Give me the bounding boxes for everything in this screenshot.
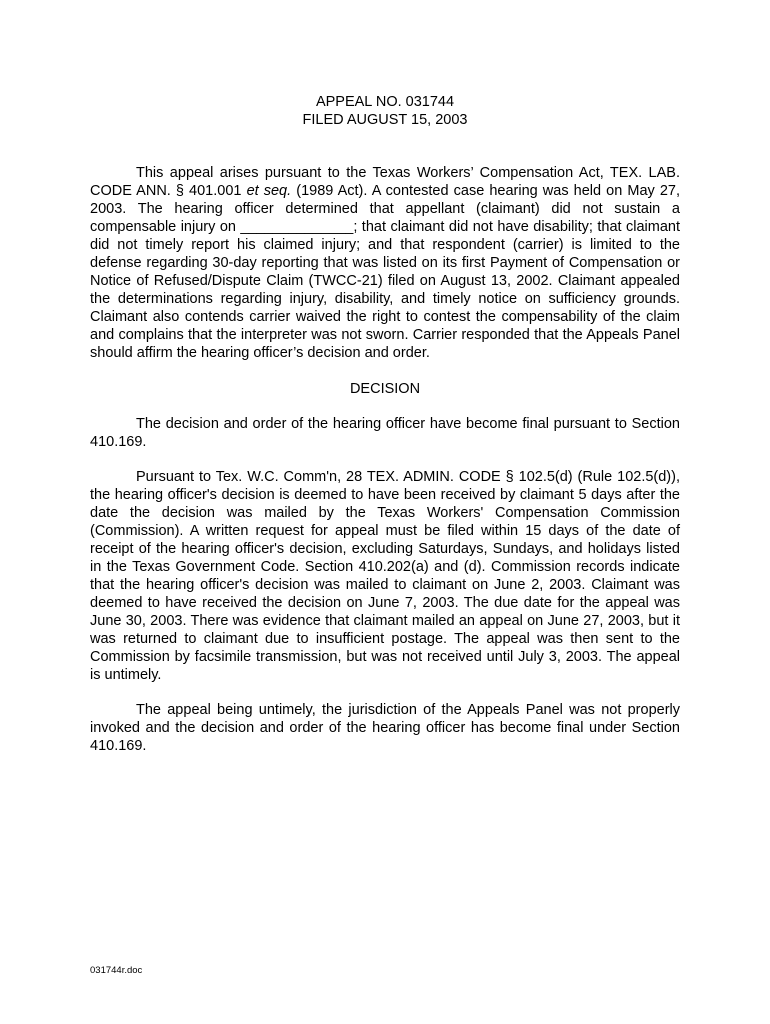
intro-text-part1: This appeal arises pursuant to the Texas Workers’ Compensation Act, TEX. LAB. CODE ANN. § 401.001 xyxy=(90,165,680,199)
decision-heading: DECISION xyxy=(349,381,421,397)
decision-paragraph-1: The decision and order of the hearing officer have become final pursuant to Section 410.169. xyxy=(90,416,680,450)
decision-paragraph-2: Pursuant to Tex. W.C. Comm'n, 28 TEX. ADMIN. CODE § 102.5(d) (Rule 102.5(d)), the hearing officer's decision is deemed to have been received by claimant 5 days after the date the decision was mailed by the Texas Workers' Compensation Commission (Commission). A written request for appeal must be filed within 15 days of the date of receipt of the hearing officer's decision, excluding Saturdays, Sundays, and holidays listed in the Texas Government Code. Section 410.202(a) and (d). Commission records indicate that the hearing officer's decision was mailed to claimant on June 2, 2003. Claimant was deemed to have received the decision on June 7, 2003. The due date for the appeal was June 30, 2003. There was evidence that claimant mailed an appeal on June 27, 2003, but it was returned to claimant due to insufficient postage. The appeal was then sent to the Commission by facsimile transmission, but was not received until July 3, 2003. The appeal is untimely. xyxy=(90,469,680,683)
intro-text-part2: (1989 Act). A contested case hearing was held on May 27, 2003. The hearing officer determined that appellant (claimant) did not sustain a compensable injury on ______________; that claimant did not have disability; that claimant did not timely report his claimed injury; and that respondent (carrier) is limited to the defense regarding 30-day reporting that was listed on its first Payment of Compensation or Notice of Refused/Dispute Claim (TWCC-21) filed on August 13, 2002. Claimant appealed the determinations regarding injury, disability, and timely notice on sufficiency grounds. Claimant also contends carrier waived the right to contest the compensability of the claim and complains that the interpreter was not sworn. Carrier responded that the Appeals Panel should affirm the hearing officer’s decision and order. xyxy=(90,183,681,361)
document-body xyxy=(90,164,680,755)
decision-paragraph-3: The appeal being untimely, the jurisdiction of the Appeals Panel was not properly invoked and the decision and order of the hearing officer has become final under Section 410.169. xyxy=(90,702,680,754)
intro-italic-et-seq: et seq. xyxy=(246,183,292,199)
filed-date: FILED AUGUST 15, 2003 xyxy=(302,112,468,128)
footer-filename: 031744r.doc xyxy=(90,965,143,976)
appeal-number: APPEAL NO. 031744 xyxy=(315,94,455,110)
document-header xyxy=(0,93,770,129)
intro-paragraph xyxy=(90,164,680,362)
